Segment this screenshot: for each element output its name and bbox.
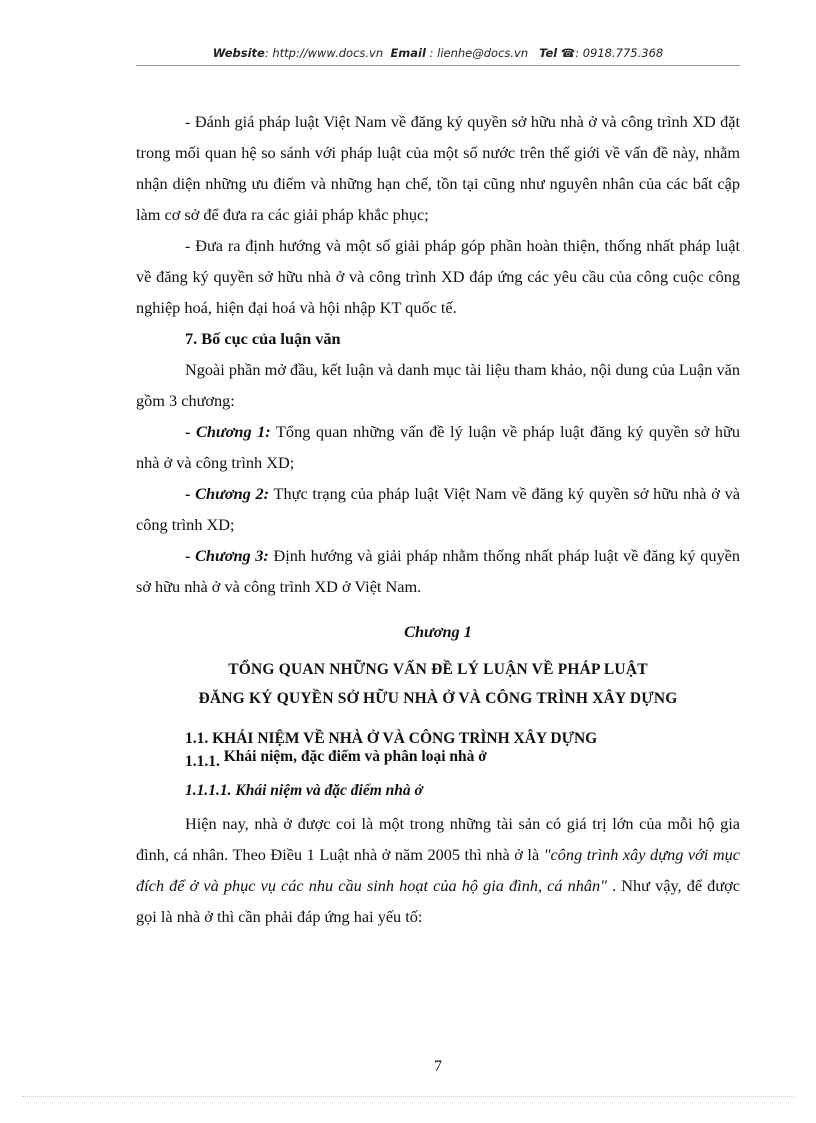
- chapter-1-item: [136, 416, 740, 478]
- chapter-2-label: Chương 2:: [195, 484, 270, 503]
- section-heading-7: 7. Bố cục của luận văn: [185, 329, 341, 348]
- chapter-title-line-1: TỔNG QUAN NHỮNG VẤN ĐỀ LÝ LUẬN VỀ PHÁP LUẬT: [228, 661, 648, 678]
- section-1-1-1-1: 1.1.1.1. Khái niệm và đặc điểm nhà ở: [185, 782, 423, 799]
- email-label: Email: [390, 46, 426, 60]
- website-label: Website: [212, 46, 265, 60]
- chapter-3-text: Định hướng và giải pháp nhằm thống nhất pháp luật về đăng ký quyền sở hữu nhà ở và công trình XD ở Việt Nam.: [136, 546, 740, 596]
- chapter-2-item: [136, 478, 740, 540]
- chapter-1-label: Chương 1:: [195, 422, 271, 441]
- section-1-1: 1.1. KHÁI NIỆM VỀ NHÀ Ở VÀ CÔNG TRÌNH XÂY DỰNG: [185, 730, 598, 747]
- paragraph-housing-definition: [136, 808, 740, 932]
- housing-definition-quote: "công trình xây dựng với mục đích để ở và phục vụ các nhu cầu sinh hoạt của hộ gia đình, cá nhân": [136, 845, 740, 895]
- chapter-3-dash: -: [185, 546, 196, 565]
- housing-definition-outro: . Như vậy, để được gọi là nhà ở thì cần phải đáp ứng hai yếu tố:: [136, 876, 740, 926]
- chapter-title-line-2: ĐĂNG KÝ QUYỀN SỞ HỮU NHÀ Ở VÀ CÔNG TRÌNH XÂY DỰNG: [198, 690, 678, 707]
- paragraph-orientation: - Đưa ra định hướng và một số giải pháp góp phần hoàn thiện, thống nhất pháp luật về đăng ký quyền sở hữu nhà ở và công trình XD đáp ứng các yêu cầu của công cuộc công nghiệp hoá, hiện đại hoá và hội nhập KT quốc tế.: [136, 236, 740, 317]
- website-url: : http://www.docs.vn: [264, 46, 384, 60]
- document-body: [136, 106, 740, 932]
- chapter-3-label: Chương 3:: [195, 546, 269, 565]
- housing-definition-intro: Hiện nay, nhà ở được coi là một trong những tài sản có giá trị lớn của mỗi hộ gia đình, cá nhân. Theo Điều 1 Luật nhà ở năm 2005 thì nhà ở là: [136, 814, 740, 864]
- phone-icon: ☎: [560, 46, 576, 60]
- section-1-1-1-title: Khái niệm, đặc điểm và phân loại nhà ở: [223, 748, 487, 765]
- chapter-2-dash: -: [185, 484, 196, 503]
- page-number: 7: [434, 1058, 442, 1075]
- chapter-2-text: Thực trạng của pháp luật Việt Nam về đăng ký quyền sở hữu nhà ở và công trình XD;: [136, 484, 741, 534]
- section-1-1-1-number: 1.1.1.: [185, 753, 220, 770]
- chapter-1-text: Tổng quan những vấn đề lý luận về pháp luật đăng ký quyền sở hữu nhà ở và công trình XD;: [136, 422, 740, 472]
- header-divider: [136, 65, 740, 66]
- paragraph-evaluate: - Đánh giá pháp luật Việt Nam về đăng ký quyền sở hữu nhà ở và công trình XD đặt trong mối quan hệ so sánh với pháp luật của một số nước trên thế giới về vấn đề này, nhằm nhận diện những ưu điểm và những hạn chế, tồn tại cũng như nguyên nhân của các bất cập làm cơ sở để đưa ra các giải pháp khắc phục;: [136, 112, 740, 224]
- chapter-3-item: [136, 540, 740, 602]
- tel-label: Tel: [539, 46, 558, 60]
- paragraph-structure: Ngoài phần mở đầu, kết luận và danh mục tài liệu tham khảo, nội dung của Luận văn gồm 3 chương:: [136, 360, 740, 410]
- footer-divider: [22, 1096, 794, 1097]
- chapter-1-dash: -: [185, 422, 196, 441]
- chapter-label: Chương 1: [404, 622, 472, 641]
- section-1-1-1: [136, 750, 740, 773]
- email-address: : lienhe@docs.vn: [425, 46, 529, 60]
- page-header: [136, 46, 740, 60]
- tel-number: : 0918.775.368: [575, 46, 664, 60]
